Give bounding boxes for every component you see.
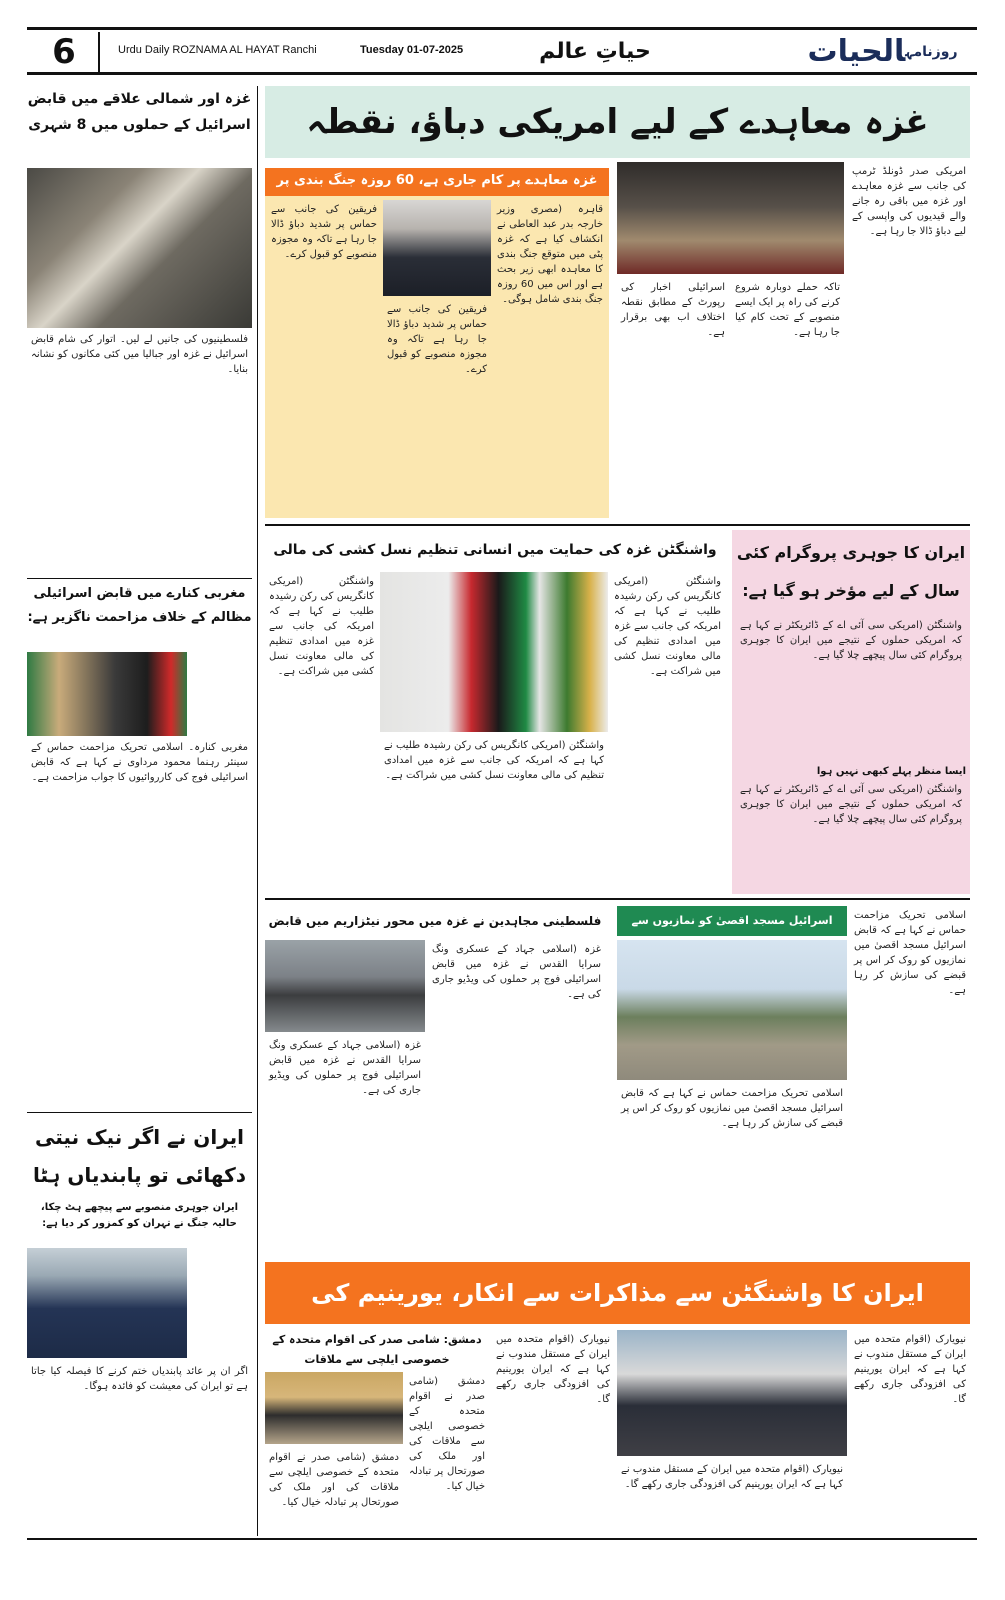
- tlaib-body-col3: واشنگٹن (امریکی کانگریس کی رکن رشیدہ طلیب نے کہا ہے کہ امریکہ کی جانب سے غزہ میں امدادی تنظیم کی مالی معاونت نسل کشی میں شراکت ہے۔: [384, 740, 604, 781]
- aqsa-headline: اسرائیل مسجد اقصیٰ کو نمازیوں سے: [617, 906, 847, 936]
- divider: [27, 1112, 252, 1113]
- column-divider: [257, 86, 258, 1536]
- egypt-minister-photo: [383, 200, 491, 296]
- resistance-photo: [265, 940, 425, 1032]
- resistance-body-col2: غزہ (اسلامی جہاد کے عسکری ونگ سرایا القدس نے غزہ میں قابض اسرائیلی فوج پر حملوں کی ویڈیو جاری کی ہے۔: [269, 1040, 421, 1096]
- iran-enrich-body-col1: نیویارک (اقوام متحدہ میں ایران کے مستقل مندوب نے کہا ہے کہ ایران یورینیم کی افزودگی جاری رکھے گا۔: [496, 1334, 610, 1405]
- tlaib-body-col1: واشنگٹن (امریکی کانگریس کی رکن رشیدہ طلیب نے کہا ہے کہ امریکہ کی جانب سے غزہ میں امدادی تنظیم کی مالی معاونت نسل کشی میں شراکت ہے۔: [614, 576, 721, 677]
- resistance-body-col1: غزہ (اسلامی جہاد کے عسکری ونگ سرایا القدس نے غزہ میں قابض اسرائیلی فوج پر حملوں کی ویڈیو جاری کی ہے۔: [432, 944, 601, 1000]
- damascus-body-col1: دمشق (شامی صدر نے اقوام متحدہ کے خصوصی ایلچی سے ملاقات کی اور ملک کی صورتحال پر تبادلہ خیال کیا۔: [409, 1376, 485, 1492]
- gaza-children-photo: [617, 162, 844, 274]
- tlaib-body-col2: واشنگٹن (امریکی کانگریس کی رکن رشیدہ طلیب نے کہا ہے کہ امریکہ کی جانب سے غزہ میں امدادی تنظیم کی مالی معاونت نسل کشی میں شراکت ہے۔: [269, 576, 374, 677]
- iran-enrich-body-col2: نیویارک (اقوام متحدہ میں ایران کے مستقل مندوب نے کہا ہے کہ ایران یورینیم کی افزودگی جاری رکھے گا۔: [621, 1464, 843, 1490]
- iran-trump-subheadline: ایران جوہری منصوبے سے پیچھے ہٹ چکا، حالیہ جنگ نے تہران کو کمزور کر دیا ہے:: [40, 1202, 239, 1229]
- aqsa-photo: [617, 940, 847, 1080]
- iran-envoy-photo: [617, 1330, 847, 1456]
- logo-top: روزنامہ: [905, 44, 958, 60]
- page-bottom-rule: [27, 1538, 977, 1540]
- west-bank-body: مغربی کنارہ۔ اسلامی تحریک مزاحمت حماس کے سینئر رہنما محمود مرداوی نے کہا ہے کہ قابض اسرائیلی فوج کی کارروائیوں کا جواب مزاحمت ہے۔: [31, 742, 248, 783]
- resistance-headline: فلسطینی مجاہدین نے غزہ میں محور نیٹزاریم میں قابض: [268, 914, 602, 928]
- page-number: 6: [30, 32, 100, 72]
- issue-date: Tuesday 01-07-2025: [360, 44, 464, 56]
- iran-trump-body: اگر ان پر عائد پابندیاں ختم کرنے کا فیصلہ کیا جاتا ہے تو ایران کی معیشت کو فائدہ ہوگا۔: [31, 1366, 248, 1392]
- gaza-north-body: فلسطینیوں کی جانیں لے لیں۔ اتوار کی شام قابض اسرائیل نے غزہ اور جبالیا میں کئی مکانوں کو نشانہ بنایا۔: [31, 334, 248, 375]
- aqsa-body-right: اسلامی تحریک مزاحمت حماس نے کہا ہے کہ قابض اسرائیل مسجد اقصیٰ میں نمازیوں کو روک کر اس پر قبضے کی سازش کر رہا ہے۔: [854, 910, 966, 996]
- lead-subheadline: غزہ معاہدے پر کام جاری ہے، 60 روزہ جنگ بندی پر: [265, 168, 609, 196]
- iran-nuclear-body: واشنگٹن (امریکی سی آئی اے کے ڈائریکٹر نے کہا ہے کہ امریکی حملوں کے نتیجے میں ایران کا جوہری پروگرام کئی سال پیچھے چلا گیا ہے۔: [740, 620, 962, 661]
- aqsa-body-bottom: اسلامی تحریک مزاحمت حماس نے کہا ہے کہ قابض اسرائیل مسجد اقصیٰ میں نمازیوں کو روک کر اس پر قبضے کی سازش کر رہا ہے۔: [621, 1088, 843, 1129]
- divider: [265, 524, 970, 526]
- egypt-body-col3: فریقین کی جانب سے حماس پر شدید دباؤ ڈالا جا رہا ہے تاکہ وہ مجوزہ منصوبے کو قبول کرے۔: [271, 204, 377, 260]
- iran-nuclear-body-2: واشنگٹن (امریکی سی آئی اے کے ڈائریکٹر نے کہا ہے کہ امریکی حملوں کے نتیجے میں ایران کا جوہری پروگرام کئی سال پیچھے چلا گیا ہے۔: [740, 784, 962, 825]
- trump-photo: [27, 1248, 187, 1358]
- section-title: حیاتِ عالم: [539, 39, 651, 64]
- iran-enrich-headline: ایران کا واشنگٹن سے مذاکرات سے انکار، یورینیم کی: [265, 1262, 970, 1324]
- iran-nuclear-headline: ایران کا جوہری پروگرام کئی سال کے لیے مؤخر ہو گیا ہے:: [736, 543, 966, 600]
- mardawi-photo: [27, 652, 187, 736]
- egypt-body-col1: قاہرہ (مصری وزیر خارجہ بدر عبد العاطی نے انکشاف کیا ہے کہ غزہ پٹی میں متوقع جنگ بندی کا معاہدہ ابھی زیر بحث ہے اور اس میں 60 روزہ جنگ بندی شامل ہوگی۔: [497, 204, 603, 305]
- gaza-north-headline: غزہ اور شمالی علاقے میں قابض اسرائیل کے حملوں میں 8 شہری: [27, 91, 252, 133]
- divider: [265, 898, 970, 900]
- lead-headline: غزہ معاہدے کے لیے امریکی دباؤ، نقطہ: [306, 102, 929, 142]
- iran-nuclear-highlight: ایسا منظر پہلے کبھی نہیں ہوا: [816, 766, 966, 777]
- damascus-headline: دمشق: شامی صدر کی اقوام متحدہ کے خصوصی ایلچی سے ملاقات: [272, 1333, 482, 1366]
- paper-info: Urdu Daily ROZNAMA AL HAYAT Ranchi: [118, 44, 317, 56]
- lead-body-mid: اسرائیلی اخبار کی رپورٹ کے مطابق نقطہ اختلاف اب بھی برقرار ہے۔: [621, 282, 725, 338]
- lead-body-right: امریکی صدر ڈونلڈ ٹرمپ کی جانب سے غزہ معاہدے اور غزہ میں باقی رہ جانے والے قیدیوں کی واپسی کے لیے دباؤ ڈالا جا رہا ہے۔: [852, 166, 966, 237]
- egypt-body-col2: فریقین کی جانب سے حماس پر شدید دباؤ ڈالا جا رہا ہے تاکہ وہ مجوزہ منصوبے کو قبول کرے۔: [387, 304, 487, 375]
- logo-main: الحیات: [807, 34, 906, 69]
- newspaper-logo: [790, 30, 975, 74]
- lead-body-mid2: تاکہ حملے دوبارہ شروع کرنے کی راہ پر ایک ایسے منصوبے کے تحت کام کیا جا رہا ہے۔: [735, 282, 840, 338]
- gaza-north-photo: [27, 168, 252, 328]
- tlaib-photo: [380, 572, 608, 732]
- damascus-photo: [265, 1372, 403, 1444]
- iran-trump-headline: ایران نے اگر نیک نیتی دکھائی تو پابندیاں ہٹا: [32, 1125, 247, 1187]
- iran-enrich-body-col3: نیویارک (اقوام متحدہ میں ایران کے مستقل مندوب نے کہا ہے کہ ایران یورینیم کی افزودگی جاری رکھے گا۔: [854, 1334, 966, 1405]
- west-bank-headline: مغربی کنارے میں قابض اسرائیلی مظالم کے خلاف مزاحمت ناگزیر ہے:: [27, 586, 252, 625]
- divider: [27, 578, 252, 579]
- tlaib-headline: واشنگٹن غزہ کی حمایت میں انسانی تنظیم نسل کشی کی مالی: [273, 542, 717, 558]
- damascus-body-col2: دمشق (شامی صدر نے اقوام متحدہ کے خصوصی ایلچی سے ملاقات کی اور ملک کی صورتحال پر تبادلہ خیال کیا۔: [269, 1452, 399, 1508]
